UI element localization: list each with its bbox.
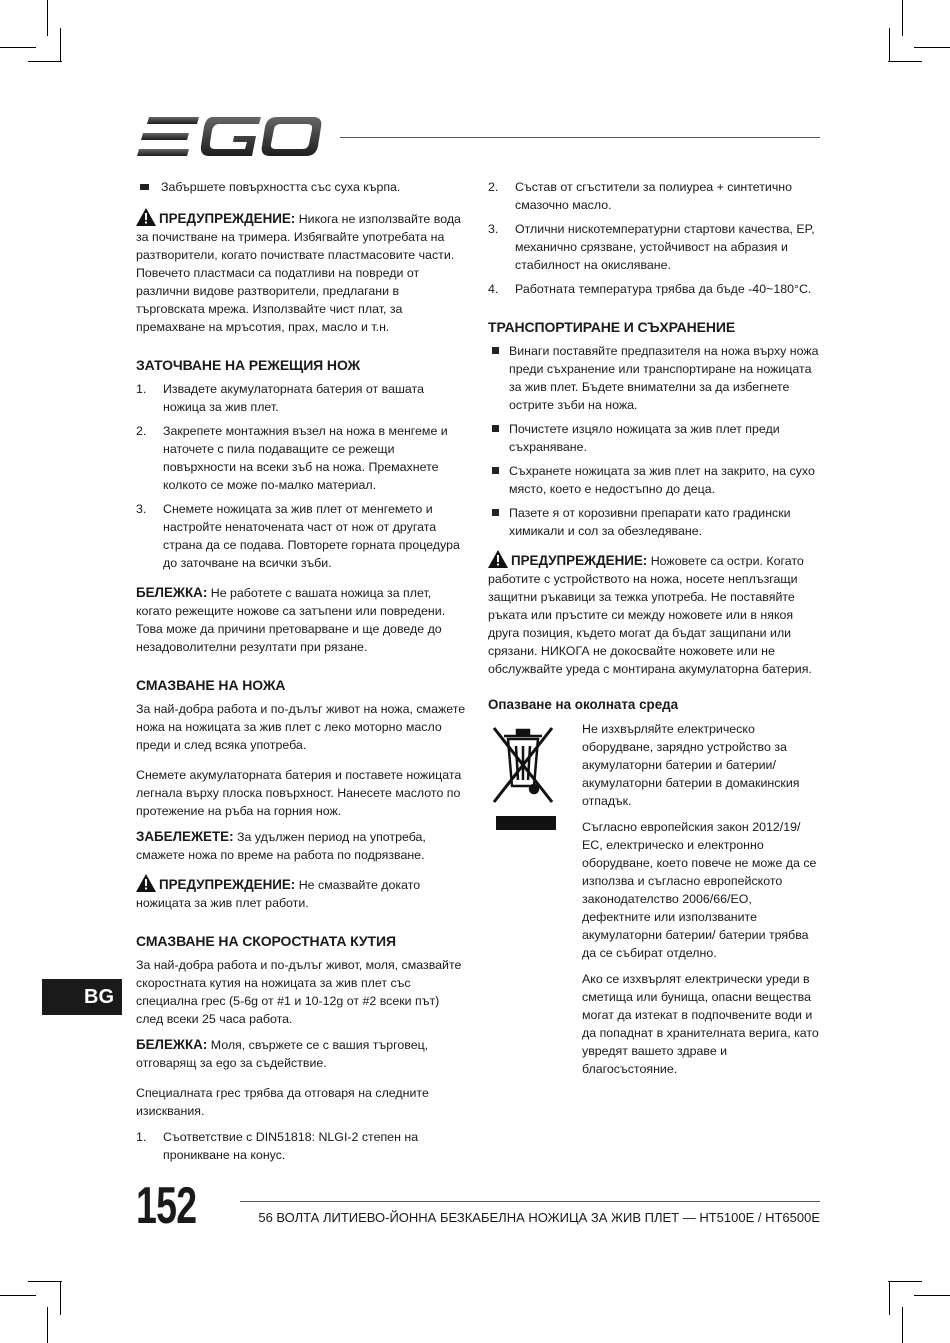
list-item: 3. Снемете ножицата за жив плет от менгемето и настройте ненаточената част от нож от другата страна да се подава. Повторете горната процедура до заточване на всички зъби. xyxy=(136,502,460,570)
crop-mark xyxy=(47,0,48,36)
crop-mark xyxy=(889,28,890,62)
crop-mark xyxy=(889,1281,890,1315)
bullet-icon xyxy=(492,509,499,516)
list-item: Забършете повърхността със суха кърпа. xyxy=(136,178,468,196)
note-paragraph: БЕЛЕЖКА: Не работете с вашата ножица за плет, когато режещите ножове са затъпени или повредени. Това може да причини претоварване и ще доведе до незадоволителни резултати при рязане. xyxy=(136,585,446,654)
ego-logo xyxy=(137,116,322,158)
warning-paragraph: ПРЕДУПРЕЖДЕНИЕ: Никога не използвайте вода за почистване на тримера. Избягвайте употребата на разтворители, когато почиствате пластмасовите части. Повечето пластмаси са податливи на повреди от различни видове разтворители, предлагани в търговската мрежа. Използвайте чист плат, за премахване на мръсотия, прах, масло и т.н. xyxy=(136,208,468,336)
crop-mark xyxy=(902,0,903,36)
weee-symbol xyxy=(488,720,568,1086)
crop-mark xyxy=(60,28,61,62)
paragraph: Не изхвърляйте електрическо оборудване, зарядно устройство за акумулаторни батерии и батерии/ акумулаторни батерии в домакинския отпадък. xyxy=(582,722,800,808)
paragraph: За най-добра работа и по-дълъг живот на ножа, смажете ножа на ножицата за жив плет с леко моторно масло преди и след всяка употреба. xyxy=(136,702,466,752)
crop-mark xyxy=(888,61,922,62)
language-tab: BG xyxy=(42,979,122,1015)
bullet-icon xyxy=(140,184,149,190)
crop-mark xyxy=(902,1307,903,1343)
section-heading: ЗАТОЧВАНЕ НА РЕЖЕЩИЯ НОЖ xyxy=(136,357,361,373)
list-item: 2. Закрепете монтажния възел на ножа в менгеме и наточете с пила подаващите се режещи повърхности на всеки зъб на ножа. Премахнете колкото се може по-малко материал. xyxy=(136,424,448,492)
crop-mark xyxy=(47,1307,48,1343)
list-item: 2. Състав от сгъстители за полиуреа + синтетично смазочно масло. xyxy=(488,180,793,212)
crop-mark xyxy=(914,47,950,48)
warning-triangle-icon xyxy=(136,874,156,892)
left-column xyxy=(136,178,468,1170)
paragraph: Специалната грес трябва да отговаря на следните изисквания. xyxy=(136,1086,429,1118)
crop-mark xyxy=(28,61,62,62)
paragraph: За най-добра работа и по-дълъг живот, моля, смазвайте скоростната кутия на ножицата за жив плет със специална грес (5-6g от #1 и 10-12g от #2 всеки път) след всеки 25 часа работа. xyxy=(136,958,462,1026)
paragraph: Съгласно европейския закон 2012/19/ЕС, електрическо и електронно оборудване, което повече не може да се използва и съгласно европейското законодателство 2006/66/ЕО, дефектните или използваните акумулаторни батерии/ батерии трябва да се събират отделно. xyxy=(582,820,817,960)
footer-rule xyxy=(240,1201,820,1202)
list-item: 3. Отлични нискотемпературни стартови качества, EP, механично срязване, устойчивост на абразия и стабилност на окисляване. xyxy=(488,222,815,272)
crop-mark xyxy=(888,1281,922,1282)
environment-block xyxy=(488,720,820,1086)
warning-paragraph: ПРЕДУПРЕЖДЕНИЕ: Ножовете са остри. Когато работите с устройството на ножа, носете неплъзгащи защитни ръкавици за тежка употреба. Не поставяйте ръката или пръстите си между ножовете или в някоя друга позиция, където могат да бъдат защипани или срязани. НИКОГА не докосвайте ножовете или не обслужвайте уреда с монтирана акумулаторна батерия. xyxy=(488,550,820,678)
section-heading: Опазване на околната среда xyxy=(488,697,679,712)
list-item: 4. Работната температура трябва да бъде -40~180°C. xyxy=(488,282,812,296)
footer-title: 56 ВОЛТА ЛИТИЕВО-ЙОННА БЕЗКАБЕЛНА НОЖИЦА ЗА ЖИВ ПЛЕТ — HT5100E / HT6500E xyxy=(258,1210,820,1225)
warning-triangle-icon xyxy=(488,550,508,568)
bullet-icon xyxy=(492,467,499,474)
crossed-bin-icon xyxy=(490,720,556,840)
list-item: Пазете я от корозивни препарати като градински химикали и сол за обезледяване. xyxy=(488,504,820,540)
paragraph: Ако се изхвърлят електрически уреди в сметища или бунища, опасни вещества могат да изтекат в подпочвените води и да попаднат в хранителната верига, като увредят вашето здраве и благосъстояние. xyxy=(582,972,819,1076)
bullet-icon xyxy=(492,425,499,432)
crop-mark xyxy=(60,1281,61,1315)
section-heading: СМАЗВАНЕ НА НОЖА xyxy=(136,677,286,693)
section-heading: СМАЗВАНЕ НА СКОРОСТНАТА КУТИЯ xyxy=(136,933,396,949)
note-paragraph: ЗАБЕЛЕЖЕТЕ: За удължен период на употреба, смажете ножа по време на работа по подрязване. xyxy=(136,829,426,862)
paragraph: Снемете акумулаторната батерия и поставете ножицата легнала върху плоска повърхност. Нанесете маслото по протежение на ръба на горния нож. xyxy=(136,768,462,818)
crop-mark xyxy=(28,1281,62,1282)
list-item: Почистете изцяло ножицата за жив плет преди съхраняване. xyxy=(488,420,820,456)
section-heading: ТРАНСПОРТИРАНЕ И СЪХРАНЕНИЕ xyxy=(488,319,736,335)
crop-mark xyxy=(914,1295,950,1296)
warning-triangle-icon xyxy=(136,208,156,226)
right-column xyxy=(488,178,820,1086)
warning-paragraph: ПРЕДУПРЕЖДЕНИЕ: Не смазвайте докато ножицата за жив плет работи. xyxy=(136,874,468,912)
header-rule xyxy=(340,137,820,138)
list-item: Съхранете ножицата за жив плет на закрито, на сухо място, което е недостъпно до деца. xyxy=(488,462,820,498)
bullet-icon xyxy=(492,347,499,354)
crop-mark xyxy=(0,47,36,48)
list-item: 1. Извадете акумулаторната батерия от вашата ножица за жив плет. xyxy=(136,382,424,414)
page-number: 152 xyxy=(136,1177,197,1235)
list-item: Винаги поставяйте предпазителя на ножа върху ножа преди съхранение или транспортиране на ножицата за жив плет. Бъдете внимателни за да избегнете острите зъби на ножа. xyxy=(488,342,820,414)
list-item: 1. Съответствие с DIN51818: NLGI-2 степен на проникване на конус. xyxy=(136,1130,419,1162)
crop-mark xyxy=(0,1295,36,1296)
note-paragraph: БЕЛЕЖКА: Моля, свържете се с вашия търговец, отговарящ за ego за съдействие. xyxy=(136,1037,429,1070)
